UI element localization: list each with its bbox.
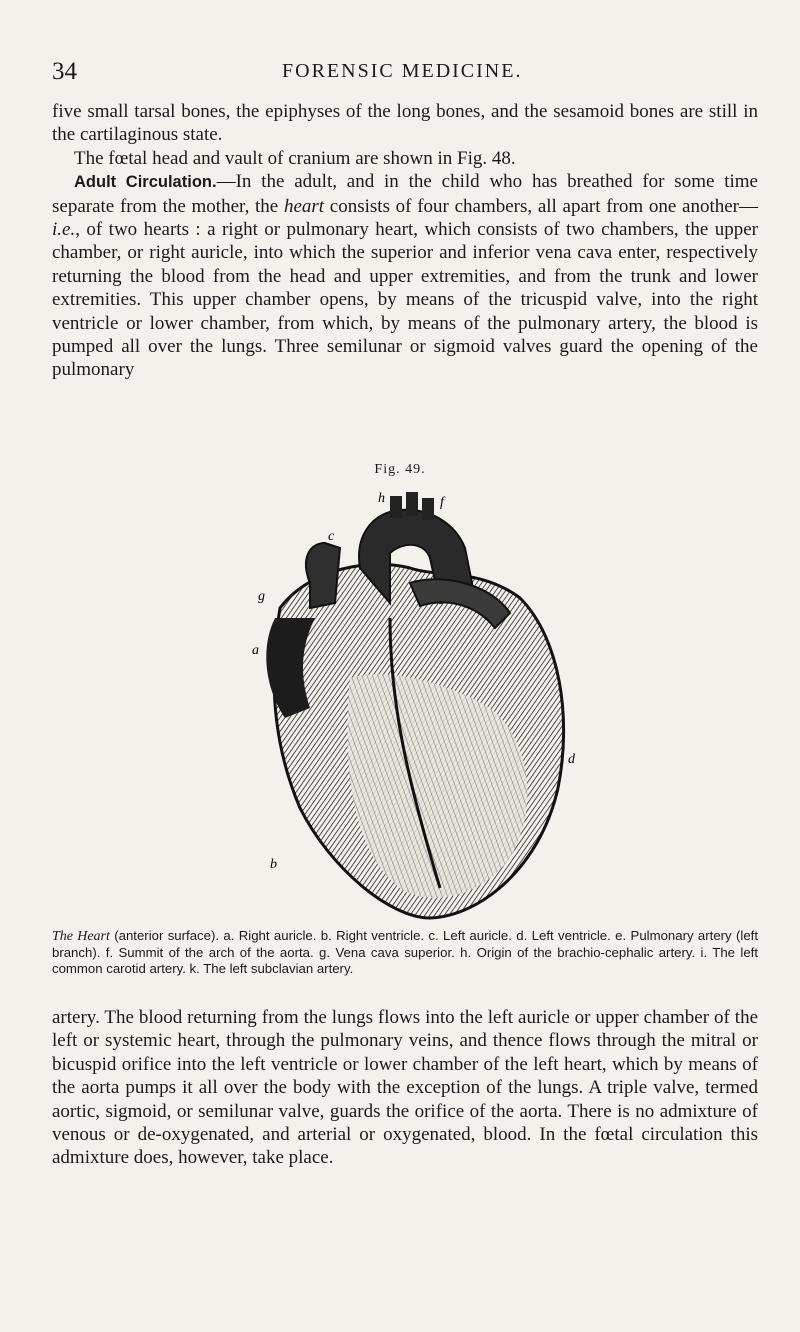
paragraph-foetal-head: The fœtal head and vault of cranium are shown in Fig. 48.	[74, 147, 516, 169]
branch-vessel-1	[390, 496, 402, 518]
label-b: b	[270, 857, 277, 872]
heart-illustration	[240, 488, 580, 928]
paragraph-adult-circulation	[52, 170, 758, 382]
upper-text-block	[52, 100, 758, 382]
branch-vessel-2	[406, 492, 418, 516]
label-h: h	[378, 491, 385, 506]
paragraph-systemic-heart: artery. The blood returning from the lungs flows into the left auricle or upper chamber of the left or systemic heart, through the pulmonary veins, and thence flows through the mitral or bicuspid orifice into the left ventricle or lower chamber of the left heart, which by means of the aorta pumps it all over the body with the exception of the lungs. A triple valve, termed aortic, sigmoid, or semilunar valve, guards the orifice of the aorta. There is no admixture of venous or de-oxygenated, and arterial or oxygenated, blood. In the fœtal circulation this admixture does, however, take place.	[52, 1007, 758, 1169]
figure-label: Fig. 49.	[374, 462, 426, 477]
branch-vessel-3	[422, 498, 434, 520]
emphasis-ie: i.e.	[52, 219, 76, 241]
paragraph-text-2: consists of four chambers, all apart from one another—	[324, 195, 758, 217]
label-f: f	[440, 495, 444, 510]
label-d: d	[568, 752, 575, 767]
caption-title: The Heart	[52, 929, 110, 944]
figure-caption	[52, 928, 758, 977]
label-g: g	[258, 589, 265, 604]
paragraph-text-3: , of two hearts : a right or pulmonary heart, which consists of two chambers, the upper chamber, or right auricle, into which the superior and inferior vena cava enter, respectively returning the blood from the head and upper extremities, and from the trunk and lower extremities. This upper chamber opens, by means of the tricuspid valve, into the right ventricle or lower chamber, from which, by means of the pulmonary artery, the blood is pumped all over the lungs. Three semilunar or sigmoid valves guard the opening of the pulmonary	[52, 219, 758, 381]
paragraph-text-1: —In the adult, and in the child who has breathed for some time separate from the mother, the	[52, 171, 758, 217]
paragraph-continuation: five small tarsal bones, the epiphyses of the long bones, and the sesamoid bones are still in the cartilaginous state.	[52, 101, 758, 146]
label-c: c	[328, 529, 335, 544]
lower-text-block	[52, 1006, 758, 1170]
page-header	[52, 58, 752, 88]
caption-text: (anterior surface). a. Right auricle. b. Right ventricle. c. Left auricle. d. Left ventricle. e. Pulmonary artery (left branch). f. Summit of the arch of the aorta. g. Vena cava superior. h. Origin of the brachio-cephalic artery. i. The left common carotid artery. k. The left subclavian artery.	[52, 928, 758, 976]
section-heading: Adult Circulation.	[74, 173, 217, 192]
emphasis-heart: heart	[283, 195, 325, 217]
heart-figure	[240, 488, 580, 928]
vena-cava	[306, 543, 340, 608]
label-a: a	[252, 643, 259, 658]
running-head: FORENSIC MEDICINE.	[282, 60, 523, 82]
page-number: 34	[52, 58, 77, 85]
